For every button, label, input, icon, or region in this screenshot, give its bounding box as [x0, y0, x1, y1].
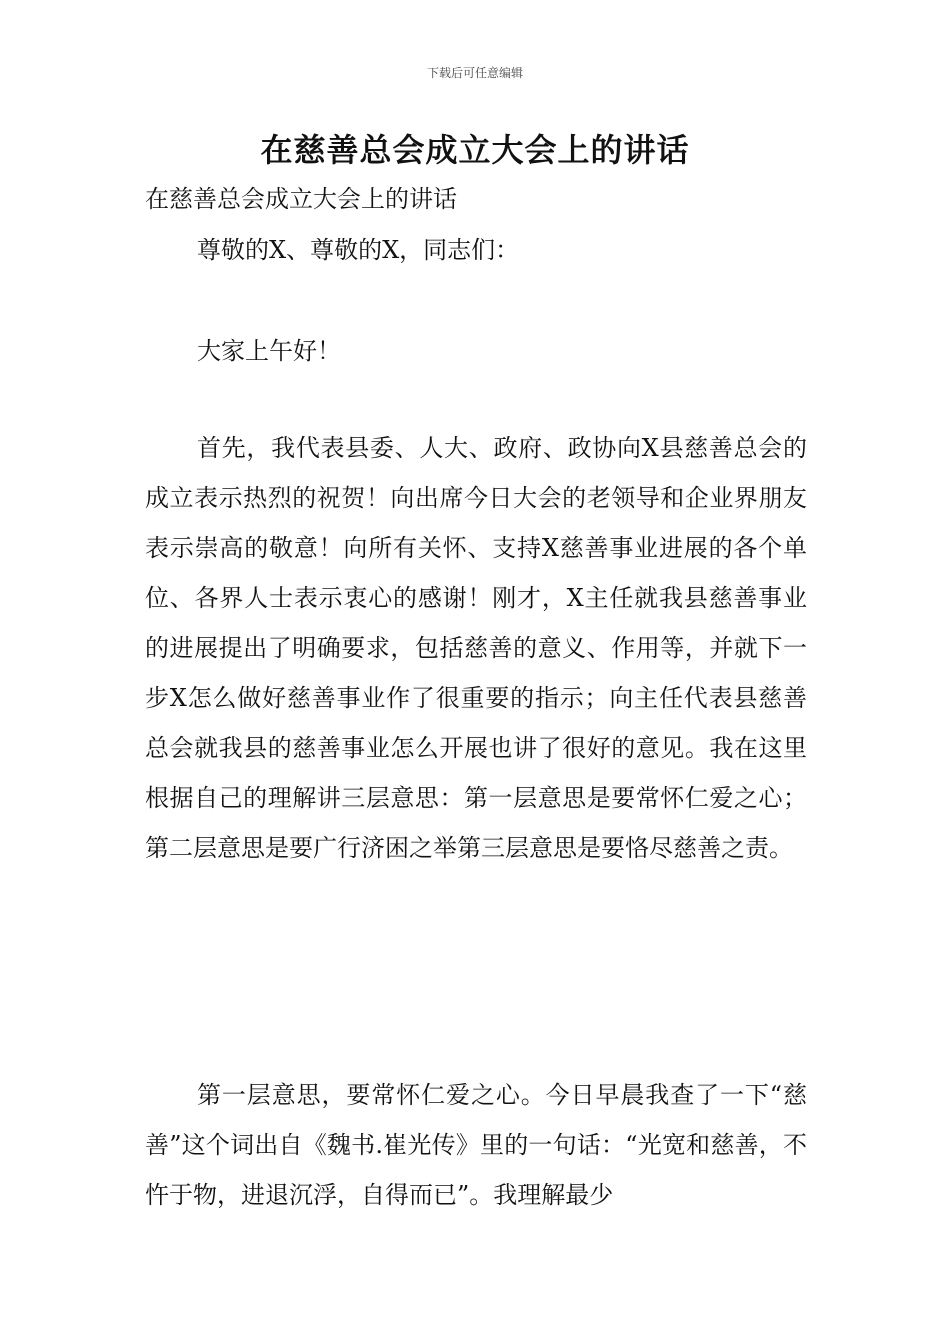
document-subtitle: 在慈善总会成立大会上的讲话 — [145, 185, 457, 213]
salutation: 尊敬的X、尊敬的X，同志们： — [197, 236, 520, 264]
body-paragraph-2: 第一层意思，要常怀仁爱之心。今日早晨我查了一下“慈善”这个词出自《魏书.崔光传》里的一句话：“光宽和慈善，不忤于物，进退沉浮，自得而已”。我理解最少 — [145, 1081, 807, 1209]
body-paragraph-1: 首先，我代表县委、人大、政府、政协向X县慈善总会的成立表示热烈的祝贺！向出席今日大会的老领导和企业界朋友表示崇高的敬意！向所有关怀、支持X慈善事业进展的各个单位、各界人士表示衷心的感谢！刚才，X主任就我县慈善事业的进展提出了明确要求，包括慈善的意义、作用等，并就下一步X怎么做好慈善事业作了很重要的指示；向主任代表县慈善总会就我县的慈善事业怎么开展也讲了很好的意见。我在这里根据自己的理解讲三层意思：第一层意思是要常怀仁爱之心；第二层意思是要广行济困之举第三层意思是要恪尽慈善之责。 — [145, 434, 807, 862]
document-title: 在慈善总会成立大会上的讲话 — [260, 131, 690, 169]
greeting: 大家上午好！ — [197, 337, 341, 365]
page-header-note: 下载后可任意编辑 — [426, 66, 523, 80]
